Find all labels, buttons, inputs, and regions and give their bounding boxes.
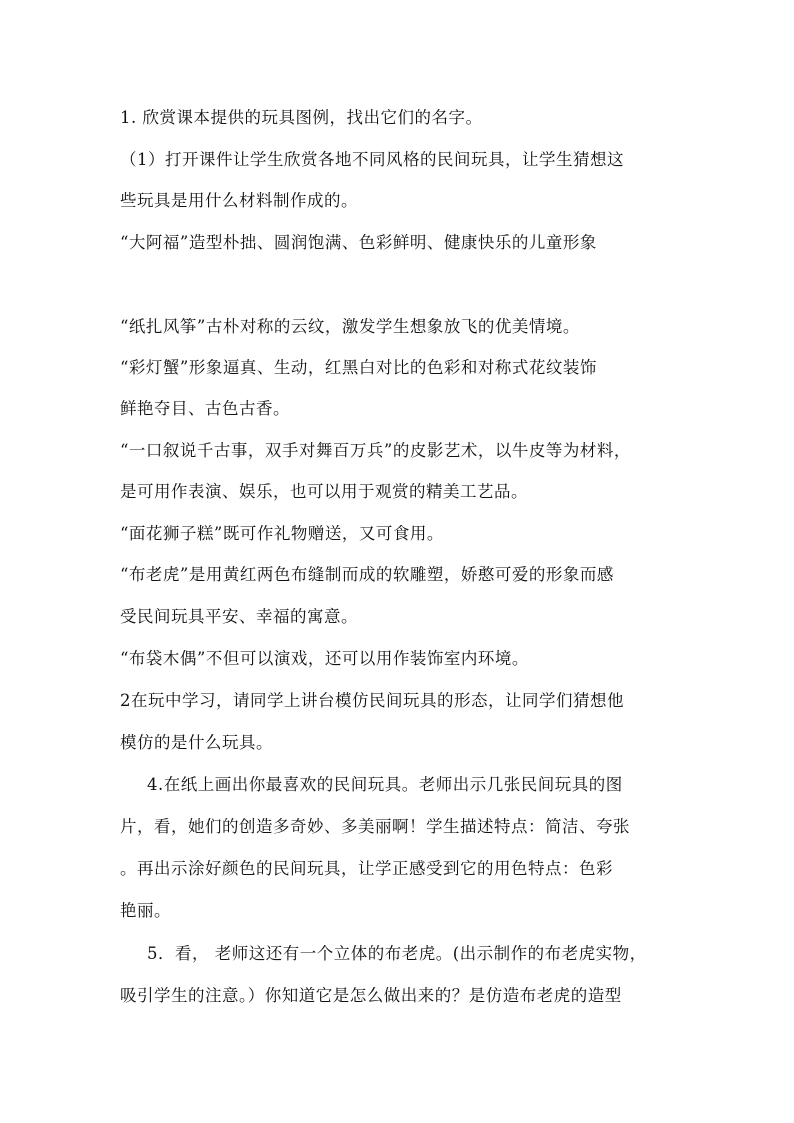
paragraph-line: 些玩具是用什么材料制作成的。 [120,191,358,210]
paragraph-line: 。再出示涂好颜色的民间玩具，让学正感受到它的用色特点：色彩 [120,859,613,878]
paragraph-line: 2在玩中学习，请同学上讲台模仿民间玩具的形态，让同学们猜想他 [120,691,624,710]
paragraph-line: “大阿福”造型朴拙、圆润饱满、色彩鲜明、健康快乐的儿童形象 [120,233,597,252]
paragraph-line: “面花狮子糕”既可作礼物赠送，又可食用。 [120,524,444,543]
paragraph-line: 1. 欣赏课本提供的玩具图例，找出它们的名字。 [120,108,483,127]
paragraph-line: 4.在纸上画出你最喜欢的民间玩具。老师出示几张民间玩具的图 [147,775,623,794]
paragraph-line: “纸扎风筝”古朴对称的云纹，激发学生想象放飞的优美情境。 [120,317,580,336]
paragraph-line: 模仿的是什么玩具。 [120,733,273,752]
paragraph-line: 5．看， 老师这还有一个立体的布老虎。(出示制作的布老虎实物， [147,944,647,963]
paragraph-line: “布袋木偶”不但可以演戏，还可以用作装饰室内环境。 [120,649,529,668]
paragraph-line: 吸引学生的注意。）你知道它是怎么做出来的？是仿造布老虎的造型 [120,986,622,1005]
paragraph-line: 艳丽。 [120,901,171,920]
paragraph-line: 受民间玩具平安、幸福的寓意。 [120,607,358,626]
paragraph-line: “彩灯蟹”形象逼真、生动，红黑白对比的色彩和对称式花纹装饰 [120,358,597,377]
paragraph-line: “布老虎”是用黄红两色布缝制而成的软雕塑，娇憨可爱的形象而感 [120,565,614,584]
paragraph-line: 是可用作表演、娱乐，也可以用于观赏的精美工艺品。 [120,482,528,501]
paragraph-line: （1）打开课件让学生欣赏各地不同风格的民间玩具，让学生猜想这 [120,150,624,169]
paragraph-line: “一口叙说千古事，双手对舞百万兵”的皮影艺术，以牛皮等为材料， [120,441,631,460]
paragraph-line: 片，看，她们的创造多奇妙、多美丽啊！学生描述特点：简洁、夸张 [120,817,630,836]
paragraph-line: 鲜艳夺目、古色古香。 [120,399,290,418]
